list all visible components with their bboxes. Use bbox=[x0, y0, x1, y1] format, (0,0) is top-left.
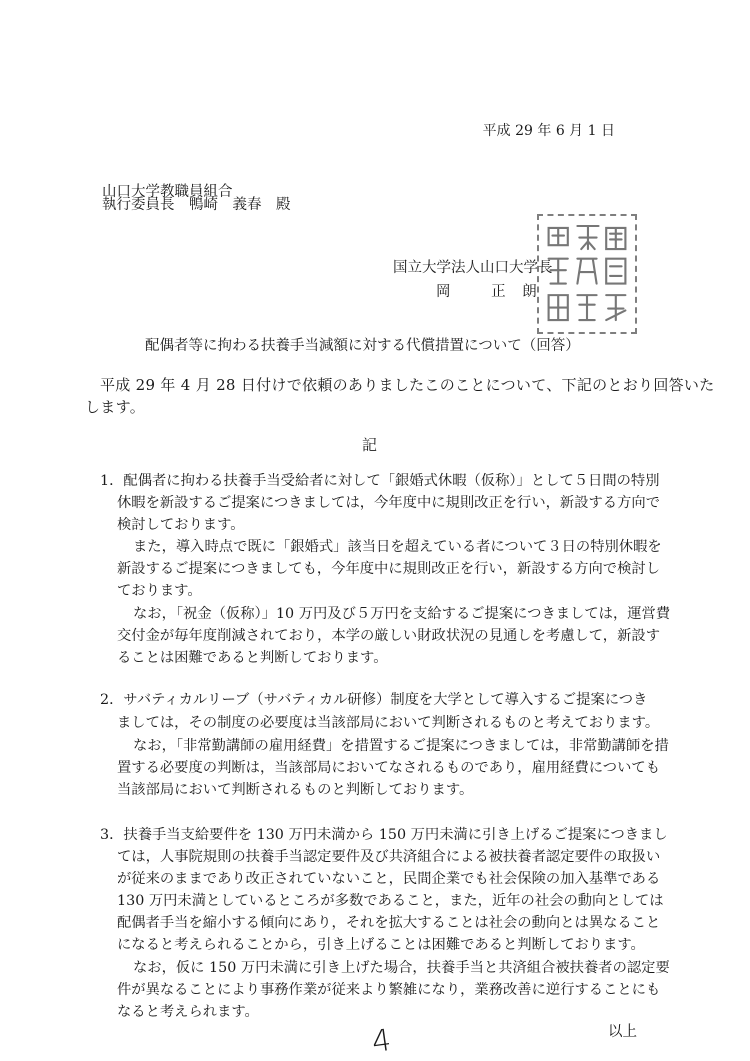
ki-heading: 記 bbox=[362, 436, 378, 454]
recipient-organization: 山口大学教職員組合 bbox=[102, 184, 233, 200]
document-subject: 配偶者等に拘わる扶養手当減額に対する代償措置について（回答） bbox=[145, 338, 580, 354]
sender-name-part: 岡 bbox=[436, 284, 451, 300]
item-2-line: 置する必要度の判断は，当該部局においてなされるものであり，雇用経費についても bbox=[117, 760, 660, 776]
sender-name-part: 朗 bbox=[522, 284, 537, 300]
item-1-line: また，導入時点で既に「銀婚式」該当日を超えている者について３日の特別休暇を bbox=[133, 539, 662, 555]
item-3-line: 件が異なることにより事務作業が従来より繁雑になり，業務改善に逆行することにも bbox=[117, 982, 661, 998]
seal-graphic bbox=[539, 216, 635, 332]
handwritten-page-number: 4 bbox=[369, 1022, 394, 1061]
intro-line: 平成 29 年 4 月 28 日付けで依頼のありましたこのことについて、下記のとおり回答いた bbox=[100, 376, 715, 394]
item-1-line: なお，「祝金（仮称）」10 万円及び５万円を支給するご提案につきましては，運営費 bbox=[133, 606, 671, 622]
item-1-line: 新設するご提案につきましても，今年度中に規則改正を行い，新設する方向で検討し bbox=[117, 561, 660, 577]
item-3-line: が従来のままであり改正されていないこと，民間企業でも社会保険の加入基準である bbox=[117, 871, 661, 887]
item-1-line: ることは困難であると判断しております。 bbox=[117, 650, 388, 666]
recipient-title-name: 執行委員長 鴨崎 義春 殿 bbox=[102, 197, 291, 213]
item-3-line: なると考えられます。 bbox=[117, 1004, 259, 1020]
sender-name-part: 正 bbox=[491, 284, 506, 300]
item-2-line: なお，「非常勤講師の雇用経費」を措置するご提案につきましては，非常勤講師を措 bbox=[133, 738, 669, 754]
item-3-line: ては，人事院規則の扶養手当認定要件及び共済組合による被扶養者認定要件の取扱い bbox=[117, 849, 661, 865]
item-3-line: になると考えられることから，引き上げることは困難であると判断しております。 bbox=[117, 937, 645, 953]
sender-organization: 国立大学法人山口大学長 bbox=[393, 260, 553, 276]
closing-mark: 以上 bbox=[608, 1024, 637, 1040]
item-1-line: 1．配偶者に拘わる扶養手当受給者に対して「銀婚式休暇（仮称）」として５日間の特別 bbox=[100, 473, 660, 489]
item-2-line: ましては，その制度の必要度は当該部局において判断されるものと考えております。 bbox=[117, 715, 660, 731]
item-1-line: ております。 bbox=[117, 583, 202, 599]
item-1-line: 休暇を新設するご提案につきましては，今年度中に規則改正を行い，新設する方向で bbox=[117, 495, 660, 511]
item-3-line: 3．扶養手当支給要件を 130 万円未満から 150 万円未満に引き上げるご提案につきまし bbox=[100, 827, 668, 843]
item-1-line: 検討しております。 bbox=[117, 517, 245, 533]
official-seal-icon bbox=[537, 214, 637, 334]
item-1-line: 交付金が毎年度削減されており，本学の厳しい財政状況の見通しを考慮して，新設す bbox=[117, 628, 660, 644]
sender-name bbox=[436, 280, 537, 301]
item-3-line: なお，仮に 150 万円未満に引き上げた場合，扶養手当と共済組合被扶養者の認定要 bbox=[133, 960, 670, 976]
intro-line: します。 bbox=[85, 398, 146, 416]
document-date: 平成 29 年 6 月 1 日 bbox=[482, 123, 615, 139]
item-2-line: 当該部局において判断されるものと判断しております。 bbox=[117, 782, 474, 798]
item-3-line: 配偶者手当を縮小する傾向にあり，それを拡大することは社会の動向とは異なること bbox=[117, 915, 661, 931]
item-3-line: 130 万円未満としているところが多数であること，また，近年の社会の動向としては bbox=[117, 893, 664, 909]
item-2-line: 2．サバティカルリーブ（サバティカル研修）制度を大学として導入するご提案につき bbox=[100, 692, 648, 708]
